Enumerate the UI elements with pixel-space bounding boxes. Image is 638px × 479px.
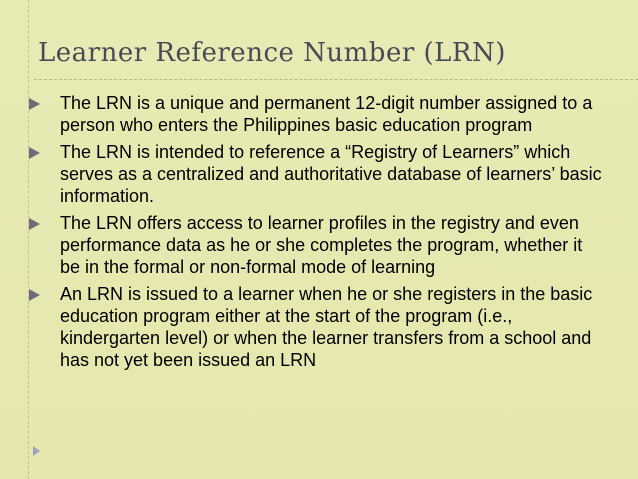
triangle-bullet-icon <box>29 98 40 110</box>
bullet-list <box>26 92 606 376</box>
bullet-text: The LRN is intended to reference a “Registry of Learners” which serves as a centralized and authoritative database of learners’ basic information. <box>60 142 602 206</box>
bullet-text: An LRN is issued to a learner when he or she registers in the basic education program either at the start of the program (i.e., kindergarten level) or when the learner transfers from a school and has not yet been issued an LRN <box>60 284 593 370</box>
triangle-bullet-icon <box>29 289 40 301</box>
slide-corner-marker-icon <box>33 446 40 456</box>
bullet-item <box>26 141 606 207</box>
bullet-item <box>26 212 606 278</box>
triangle-bullet-icon <box>29 218 40 230</box>
triangle-bullet-icon <box>29 147 40 159</box>
bullet-text: The LRN is a unique and permanent 12-digit number assigned to a person who enters the Philippines basic education program <box>60 93 593 135</box>
bullet-item <box>26 283 606 371</box>
slide-title: Learner Reference Number (LRN) <box>38 38 506 68</box>
bullet-item <box>26 92 606 136</box>
bullet-text: The LRN offers access to learner profiles in the registry and even performance data as he or she completes the program, whether it be in the formal or non-formal mode of learning <box>60 213 583 277</box>
title-divider <box>34 79 638 80</box>
